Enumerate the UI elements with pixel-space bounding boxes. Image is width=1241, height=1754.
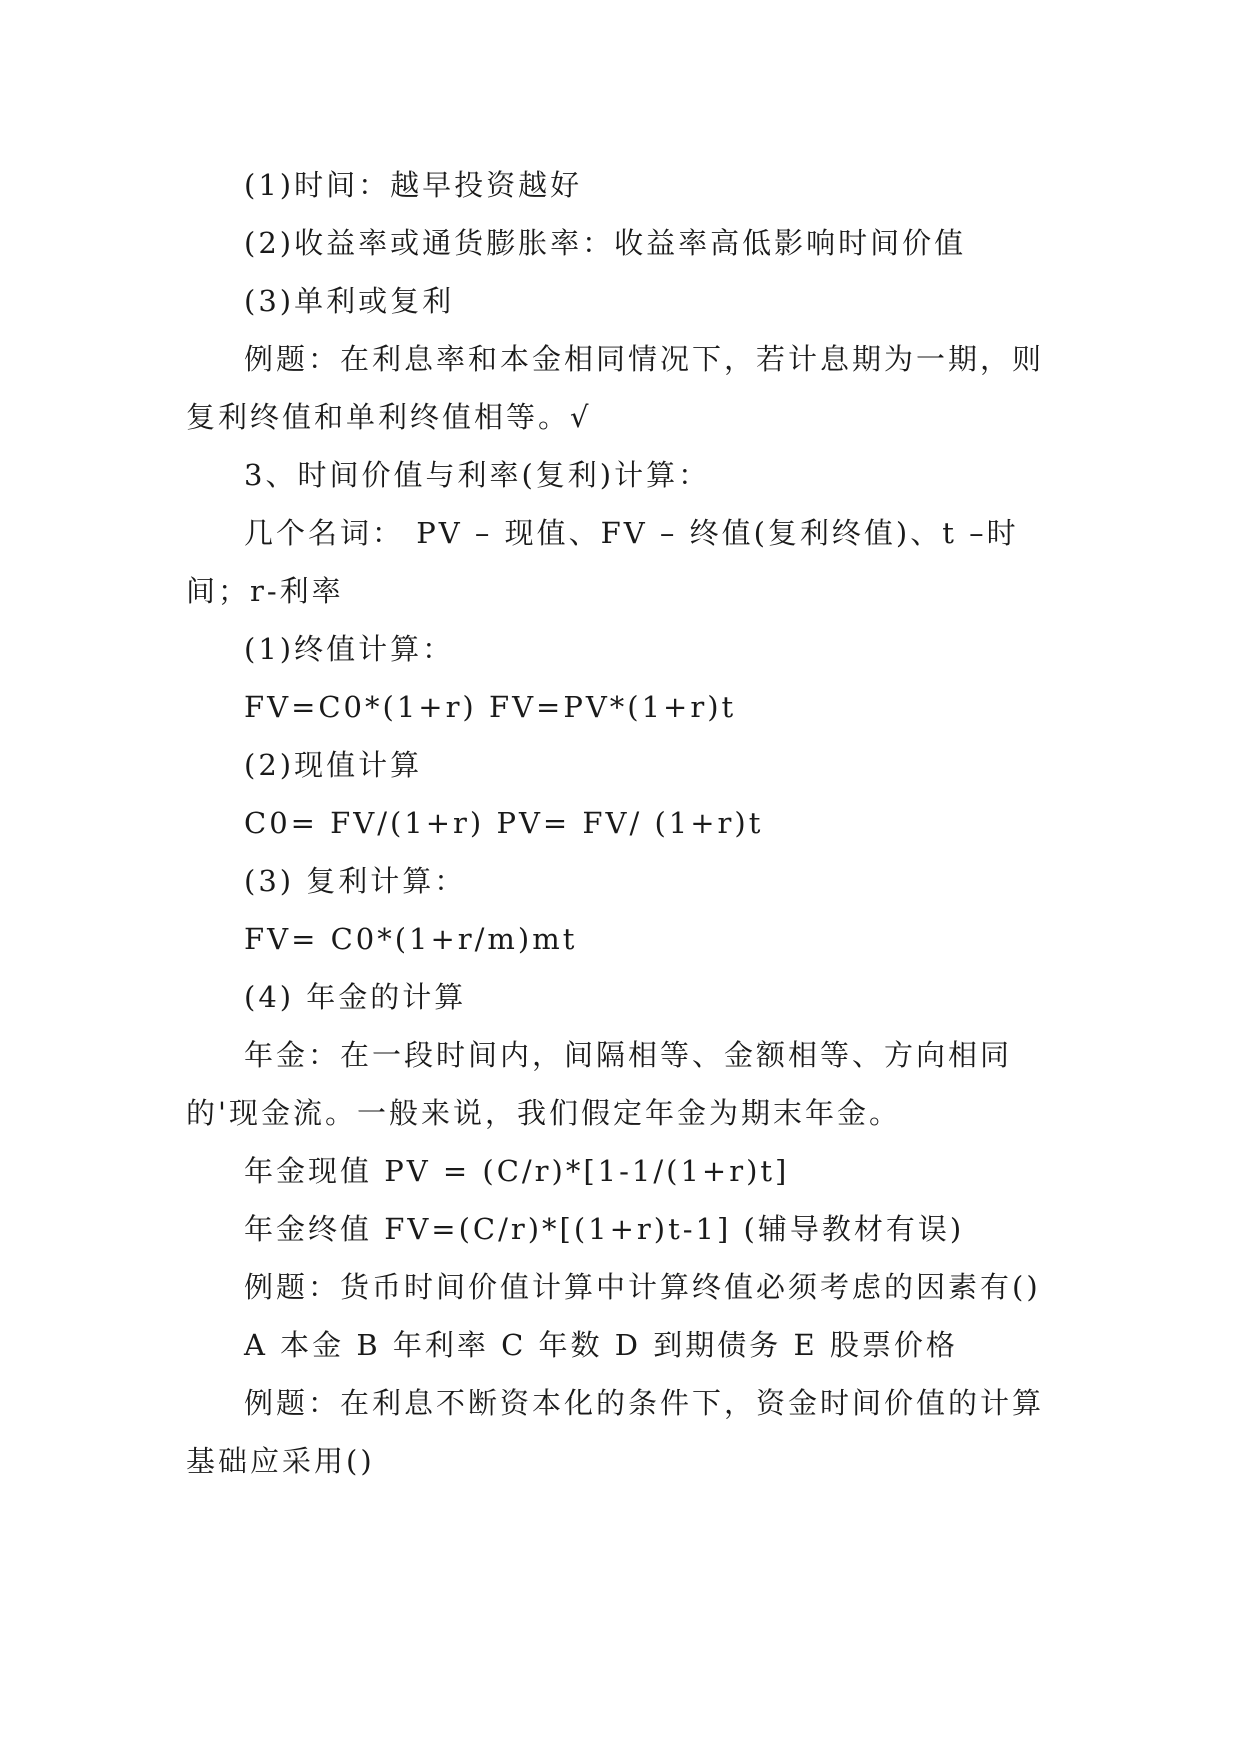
formula-compound-interest: FV= C0*(1+r/m)mt — [244, 922, 578, 956]
formula-future-value: FV=C0*(1+r) FV=PV*(1+r)t — [244, 690, 737, 724]
formula-annuity-present-value: 年金现值 PV = (C/r)*[1-1/(1+r)t] — [244, 1154, 790, 1188]
paragraph-annuity-definition: 年金：在一段时间内，间隔相等、金额相等、方向相同的'现金流。一般来说，我们假定年金为期末年金。 — [186, 1038, 1013, 1130]
document-body — [186, 156, 1056, 1490]
paragraph-example-1: 例题：在利息率和本金相同情况下，若计息期为一期，则复利终值和单利终值相等。√ — [186, 342, 1045, 434]
paragraph-example-2-options: A 本金 B 年利率 C 年数 D 到期债务 E 股票价格 — [244, 1328, 958, 1362]
paragraph-example-2: 例题：货币时间价值计算中计算终值必须考虑的因素有() — [244, 1270, 1041, 1304]
formula-annuity-future-value: 年金终值 FV=(C/r)*[(1+r)t-1] (辅导教材有误) — [244, 1212, 965, 1246]
paragraph-interest-type: (3)单利或复利 — [244, 284, 455, 318]
subheading-future-value: (1)终值计算： — [244, 632, 455, 666]
paragraph-terms: 几个名词： PV – 现值、FV – 终值(复利终值)、t –时间；r-利率 — [186, 516, 1019, 608]
paragraph-example-3: 例题：在利息不断资本化的条件下，资金时间价值的计算基础应采用() — [186, 1386, 1045, 1478]
paragraph-time-factor: (1)时间：越早投资越好 — [244, 168, 583, 202]
subheading-compound-interest: (3) 复利计算： — [244, 864, 467, 898]
paragraph-rate-factor: (2)收益率或通货膨胀率：收益率高低影响时间价值 — [244, 226, 967, 260]
section-heading-time-value: 3、时间价值与利率(复利)计算： — [244, 458, 711, 492]
subheading-annuity: (4) 年金的计算 — [244, 980, 467, 1014]
formula-present-value: C0= FV/(1+r) PV= FV/ (1+r)t — [244, 806, 764, 840]
subheading-present-value: (2)现值计算 — [244, 748, 423, 782]
